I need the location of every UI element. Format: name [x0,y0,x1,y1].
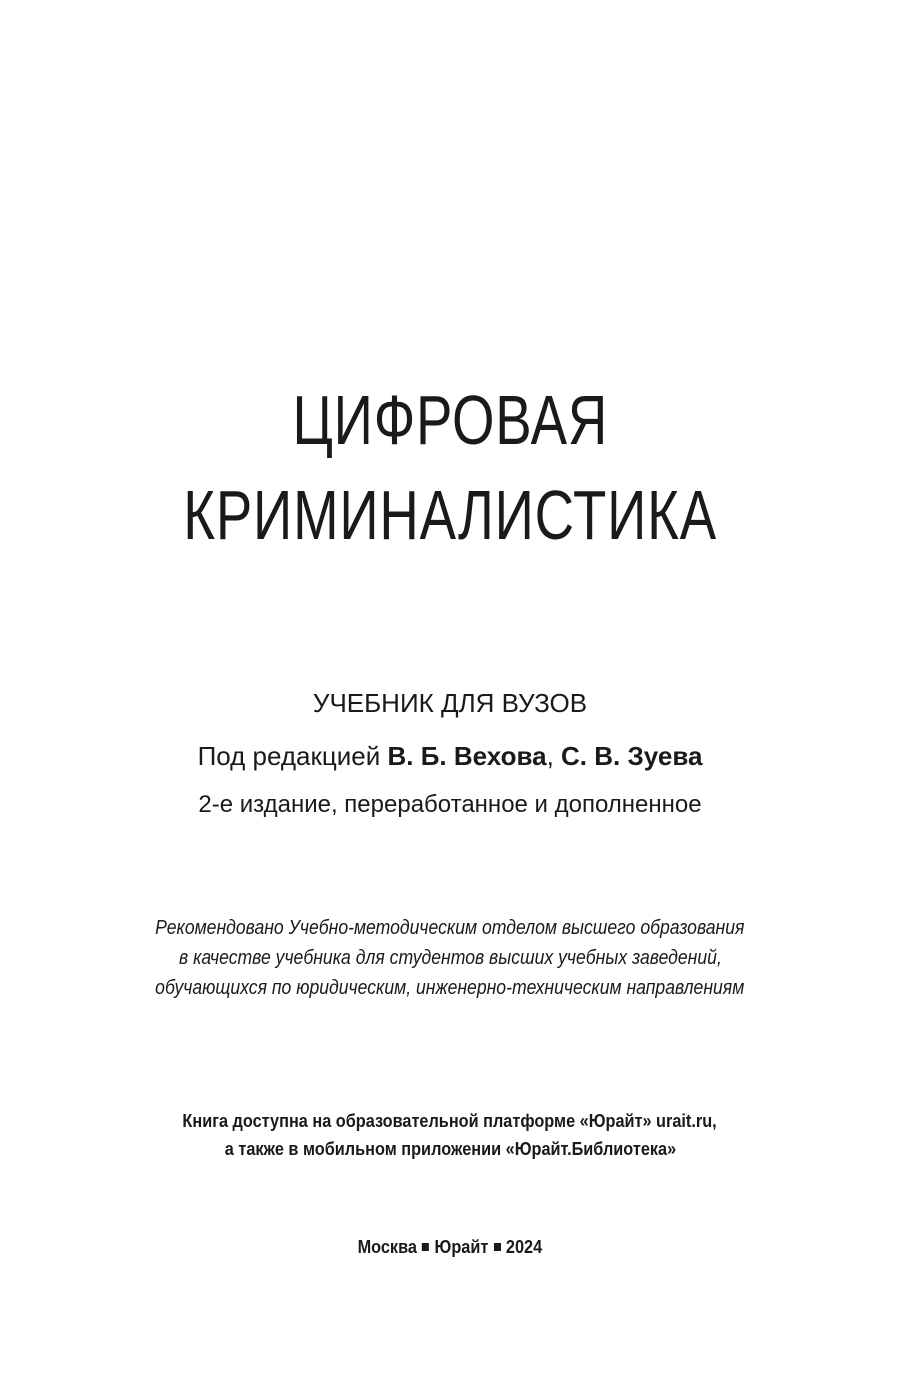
editors-line [0,739,900,773]
book-title-line-2: КРИМИНАЛИСТИКА [183,476,717,554]
imprint-publisher: Юрайт [434,1236,489,1257]
book-type: УЧЕБНИК ДЛЯ ВУЗОВ [312,688,588,718]
editors-prefix: Под редакцией [197,741,388,771]
book-title-line-1: ЦИФРОВАЯ [292,381,608,459]
availability-line-1: Книга доступна на образовательной платформе «Юрайт» urait.ru, [182,1110,718,1131]
recommendation-line-3: обучающихся по юридическим, инженерно-техническим направлениям [155,977,745,999]
editors-separator: , [546,741,562,771]
recommendation-line-1: Рекомендовано Учебно-методическим отделом высшего образования [155,917,745,939]
square-bullet-icon [494,1243,501,1251]
recommendation-line-2: в качестве учебника для студентов высших учебных заведений, [178,947,722,969]
imprint-year: 2024 [506,1236,543,1257]
edition-note: 2-е издание, переработанное и дополненное [198,791,702,818]
square-bullet-icon [422,1243,429,1251]
imprint [0,1233,900,1261]
editor-2: С. В. Зуева [561,741,703,771]
imprint-city: Москва [357,1236,418,1257]
availability-line-2: а также в мобильном приложении «Юрайт.Библиотека» [224,1138,676,1159]
editor-1: В. Б. Вехова [387,741,547,771]
